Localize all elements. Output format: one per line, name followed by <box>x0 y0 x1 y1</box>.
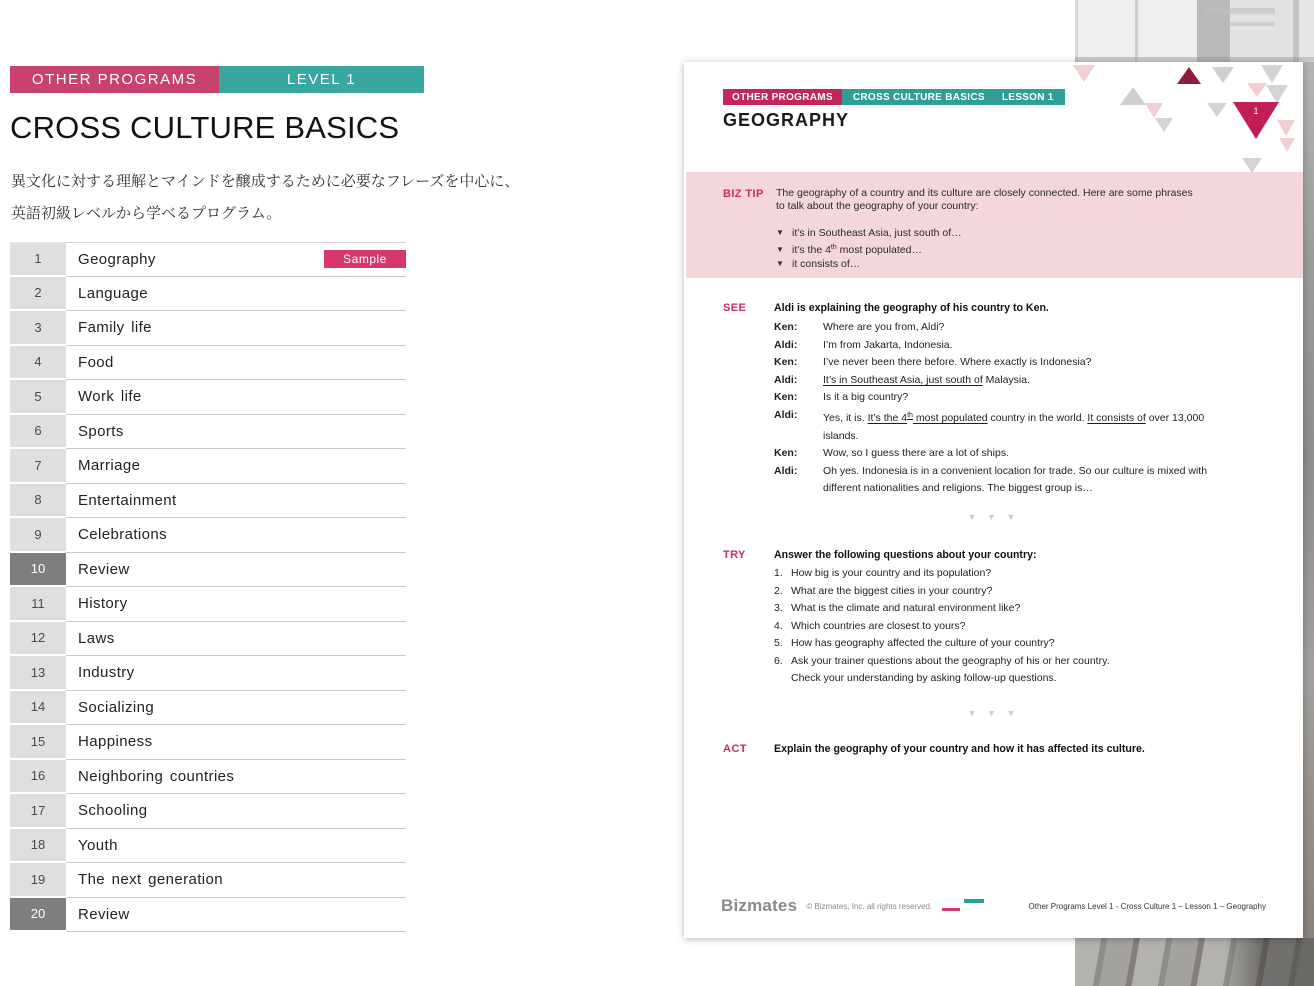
question-text: How has geography affected the culture of your country? <box>791 637 1055 649</box>
text-segment: islands. <box>823 429 859 442</box>
lesson-title-cell <box>66 622 406 657</box>
triangle-icon <box>1279 138 1295 152</box>
lesson-title-cell <box>66 484 406 519</box>
lesson-number-cell: 13 <box>10 656 66 691</box>
question-text: Ask your trainer questions about the geography of his or her country. <box>791 654 1110 667</box>
lesson-title-text: Youth <box>78 836 118 854</box>
biztip-intro-line-2: to talk about the geography of your country: <box>776 200 979 212</box>
lesson-row <box>10 415 406 450</box>
speaker-name: Ken: <box>774 321 798 333</box>
breadcrumb <box>723 89 1065 105</box>
speaker-name <box>774 480 823 498</box>
lesson-title-cell <box>66 518 406 553</box>
photo-background-edge <box>1303 62 1314 938</box>
lesson-title-text: Sports <box>78 422 124 440</box>
triangle-icon <box>1261 65 1283 83</box>
footer-brand-bars-icon <box>942 899 987 912</box>
lesson-title-text: Review <box>78 560 130 578</box>
lesson-title-text: The next generation <box>78 871 224 889</box>
text-segment: I’ve never been there before. Where exactly is Indonesia? <box>823 356 1092 369</box>
lesson-title-cell <box>66 242 406 277</box>
try-questions <box>774 565 1285 688</box>
lesson-title-text: Entertainment <box>78 491 177 509</box>
biztip-phrase <box>776 226 1193 241</box>
lesson-row <box>10 242 406 277</box>
lesson-title-cell <box>66 449 406 484</box>
triangle-bullet-icon: ▼ <box>776 244 784 254</box>
section-divider-icon: ▼ ▼ ▼ <box>967 708 1020 718</box>
lesson-number-cell: 8 <box>10 484 66 519</box>
sample-lesson-preview[interactable] <box>684 62 1303 938</box>
dialogue-line <box>774 372 1285 390</box>
lesson-number-cell: 3 <box>10 311 66 346</box>
lesson-title-text: Socializing <box>78 698 155 716</box>
lesson-row <box>10 277 406 312</box>
text-segment: country in the world. <box>987 411 1088 424</box>
program-tabs <box>10 66 424 93</box>
biztip-phrase <box>776 241 1193 258</box>
lesson-title-text: Marriage <box>78 457 141 475</box>
lesson-title-text: Neighboring countries <box>78 767 235 785</box>
description-line-2: 英語初級レベルから学べるプログラム。 <box>11 205 282 222</box>
photo-wood-floor <box>1075 938 1314 986</box>
lesson-title-cell <box>66 829 406 864</box>
lesson-title-cell <box>66 656 406 691</box>
dialogue-text <box>823 428 859 446</box>
lesson-row <box>10 553 406 588</box>
biztip-phrase <box>776 257 1193 272</box>
lesson-title-cell <box>66 863 406 898</box>
question-number-spacer <box>774 670 791 688</box>
dialogue-line <box>774 463 1285 481</box>
lesson-title-cell <box>66 725 406 760</box>
lesson-number-cell: 9 <box>10 518 66 553</box>
dialogue-text <box>823 319 944 337</box>
dialogue-line <box>774 319 1285 337</box>
lesson-title-cell <box>66 760 406 795</box>
lesson-number-cell: 15 <box>10 725 66 760</box>
text-segment: Where are you from, Aldi? <box>823 321 945 333</box>
breadcrumb-lesson: LESSON 1 <box>1001 92 1054 103</box>
lesson-title-text: Food <box>78 353 114 371</box>
lesson-number-cell: 19 <box>10 863 66 898</box>
lesson-row <box>10 484 406 519</box>
biztip-section <box>686 172 1303 278</box>
dialogue-line <box>774 407 1285 428</box>
text-segment: over 13,000 <box>1145 411 1205 424</box>
text-segment: th <box>907 411 913 419</box>
text-segment: it’s the 4 <box>792 243 831 256</box>
lesson-title-text: Family life <box>78 319 152 337</box>
text-segment: th <box>830 243 837 251</box>
dialogue-text <box>823 354 1092 372</box>
lesson-title-cell <box>66 553 406 588</box>
speaker-name: Ken: <box>774 391 798 404</box>
act-label: ACT <box>723 743 747 755</box>
dialogue <box>774 319 1285 498</box>
question-number: 3. <box>774 602 783 614</box>
question-number: 5. <box>774 637 783 649</box>
dialogue-text <box>823 337 953 355</box>
lesson-title-text: Review <box>78 905 130 923</box>
lesson-row <box>10 346 406 381</box>
lesson-row <box>10 760 406 795</box>
question-text: How big is your country and its population? <box>791 567 992 579</box>
lesson-title-text: Work life <box>78 388 142 406</box>
question <box>774 583 1285 601</box>
bizmates-logo: Bizmates <box>721 896 798 915</box>
text-segment: Oh yes. Indonesia is in a convenient location for trade. So our culture is mixed with <box>823 464 1208 477</box>
question-text: What are the biggest cities in your country? <box>791 584 993 597</box>
lesson-number-cell: 6 <box>10 415 66 450</box>
lesson-title-cell <box>66 311 406 346</box>
lesson-title-cell <box>66 587 406 622</box>
question <box>774 618 1285 636</box>
breadcrumb-program: OTHER PROGRAMS <box>723 89 842 105</box>
biztip-phrases <box>776 226 1193 272</box>
text-segment: It’s the 4 <box>867 411 908 424</box>
doc-footer <box>721 893 1266 919</box>
lesson-title-text: Happiness <box>78 733 153 751</box>
speaker-name: Ken: <box>774 356 798 369</box>
biztip-label: BIZ TIP <box>723 188 764 200</box>
lesson-number-cell: 16 <box>10 760 66 795</box>
page-title: CROSS CULTURE BASICS <box>10 110 400 145</box>
text-segment: most populated <box>912 411 988 424</box>
dialogue-line <box>774 389 1285 407</box>
question <box>774 653 1285 671</box>
text-segment: I’m from Jakarta, Indonesia. <box>823 338 953 351</box>
lesson-number-cell: 2 <box>10 277 66 312</box>
doc-reference: Other Programs Level 1 - Cross Culture 1 – Lesson 1 – Geography <box>1028 901 1266 911</box>
sample-badge[interactable]: Sample <box>324 250 406 268</box>
question-text: Which countries are closest to yours? <box>791 619 966 632</box>
triangle-bullet-icon: ▼ <box>776 259 784 268</box>
breadcrumb-course-lesson <box>842 89 1065 105</box>
lesson-list <box>10 242 406 932</box>
tab-level-1[interactable]: LEVEL 1 <box>219 66 424 93</box>
text-segment: different nationalities and religions. The biggest group is… <box>823 482 1093 495</box>
text-segment: Malaysia. <box>982 373 1031 386</box>
triangle-icon <box>1242 158 1262 173</box>
lesson-number-cell: 4 <box>10 346 66 381</box>
act-text: Explain the geography of your country and how it has affected its culture. <box>774 743 1145 755</box>
lesson-title-cell <box>66 794 406 829</box>
dialogue-line <box>774 354 1285 372</box>
text-segment: It consists of <box>1087 411 1146 424</box>
lesson-row <box>10 691 406 726</box>
dialogue-line <box>774 428 1285 446</box>
phrase-text <box>792 258 860 270</box>
text-segment: most populated… <box>836 243 922 256</box>
lesson-row <box>10 311 406 346</box>
triangle-icon <box>1207 103 1227 117</box>
lesson-number-cell: 12 <box>10 622 66 657</box>
see-intro: Aldi is explaining the geography of his country to Ken. <box>774 302 1049 314</box>
lesson-title-cell <box>66 277 406 312</box>
triangle-icon <box>1277 120 1295 136</box>
see-section <box>723 302 1285 498</box>
lesson-row <box>10 380 406 415</box>
triangle-icon <box>1073 65 1095 82</box>
triangle-icon <box>1212 67 1234 83</box>
dialogue-text <box>823 445 1009 463</box>
try-section <box>723 549 1285 688</box>
photo-office-window <box>1075 0 1314 62</box>
lesson-title-text: History <box>78 595 128 613</box>
dialogue-line <box>774 445 1285 463</box>
lesson-row <box>10 518 406 553</box>
speaker-name: Aldi: <box>774 338 798 351</box>
question <box>774 565 1285 583</box>
speaker-name: Aldi: <box>774 464 798 477</box>
speaker-name: Aldi: <box>774 373 798 386</box>
lesson-row <box>10 829 406 864</box>
lesson-title-text: Geography <box>78 250 156 268</box>
lesson-number-cell: 17 <box>10 794 66 829</box>
question-text: What is the climate and natural environment like? <box>791 602 1021 614</box>
section-divider-icon: ▼ ▼ ▼ <box>967 512 1020 522</box>
dialogue-line <box>774 337 1285 355</box>
lesson-number-cell: 20 <box>10 898 66 933</box>
lesson-title-text: Celebrations <box>78 526 168 544</box>
text-segment: it consists of… <box>792 258 861 270</box>
lesson-row <box>10 587 406 622</box>
speaker-name: Ken: <box>774 447 798 460</box>
triangle-icon <box>1266 85 1288 103</box>
triangle-icon <box>1145 103 1163 118</box>
try-label: TRY <box>723 549 746 561</box>
question <box>774 635 1285 653</box>
lesson-row <box>10 794 406 829</box>
dialogue-text <box>823 407 1204 428</box>
triangle-bullet-icon: ▼ <box>776 228 784 237</box>
breadcrumb-course: CROSS CULTURE BASICS <box>852 92 985 103</box>
lesson-number-cell: 14 <box>10 691 66 726</box>
lesson-title-cell <box>66 415 406 450</box>
act-section <box>723 743 1285 755</box>
dialogue-text <box>823 463 1207 481</box>
see-label: SEE <box>723 302 747 314</box>
triangle-icon <box>1247 83 1267 97</box>
dialogue-text <box>823 372 1030 390</box>
triangle-icon <box>1155 118 1173 132</box>
try-intro: Answer the following questions about your country: <box>774 549 1037 561</box>
triangle-icon <box>1177 67 1201 84</box>
question <box>774 600 1285 618</box>
lesson-number-cell: 5 <box>10 380 66 415</box>
text-segment: It’s in Southeast Asia, just south of <box>823 373 983 386</box>
lesson-number-cell: 10 <box>10 553 66 588</box>
dialogue-text <box>823 480 1093 498</box>
lesson-title-text: Industry <box>78 664 135 682</box>
phrase-text <box>792 227 962 239</box>
lesson-number-cell: 1 <box>10 242 66 277</box>
triangle-icon <box>1120 87 1146 105</box>
phrase-text <box>792 244 922 256</box>
lesson-number-cell: 11 <box>10 587 66 622</box>
lesson-title-cell <box>66 898 406 933</box>
lesson-title-cell <box>66 691 406 726</box>
lesson-title-text: Language <box>78 284 148 302</box>
dialogue-text <box>823 389 908 407</box>
lesson-number-cell: 7 <box>10 449 66 484</box>
question-number: 4. <box>774 619 783 632</box>
lesson-title-text: Schooling <box>78 802 148 820</box>
copyright-text: © Bizmates, Inc. all rights reserved. <box>806 901 933 911</box>
lesson-row <box>10 863 406 898</box>
program-description <box>11 166 519 230</box>
speaker-name <box>774 428 823 446</box>
lesson-row <box>10 622 406 657</box>
lesson-title-cell <box>66 380 406 415</box>
lesson-row <box>10 898 406 933</box>
lesson-row <box>10 449 406 484</box>
lesson-title-cell <box>66 346 406 381</box>
text-segment: Yes, it is. <box>823 411 868 424</box>
tab-other-programs[interactable]: OTHER PROGRAMS <box>10 66 219 93</box>
lesson-number: 1 <box>1253 106 1259 116</box>
question-number: 1. <box>774 567 783 579</box>
lesson-number-cell: 18 <box>10 829 66 864</box>
lesson-title: GEOGRAPHY <box>723 110 850 130</box>
dialogue-line <box>774 480 1285 498</box>
question-text: Check your understanding by asking follow-up questions. <box>791 672 1057 684</box>
question-number: 2. <box>774 584 783 597</box>
lesson-title-text: Laws <box>78 629 115 647</box>
text-segment: Is it a big country? <box>823 391 909 404</box>
text-segment: it’s in Southeast Asia, just south of… <box>792 227 962 239</box>
speaker-name: Aldi: <box>774 408 798 421</box>
description-line-1: 異文化に対する理解とマインドを醸成するために必要なフレーズを中心に、 <box>11 173 520 190</box>
question-number: 6. <box>774 654 783 667</box>
biztip-intro-line-1: The geography of a country and its culture are closely connected. Here are some phrases <box>776 187 1193 199</box>
text-segment: Wow, so I guess there are a lot of ships. <box>823 447 1009 460</box>
question-continuation <box>774 670 1285 688</box>
lesson-row <box>10 725 406 760</box>
lesson-row <box>10 656 406 691</box>
